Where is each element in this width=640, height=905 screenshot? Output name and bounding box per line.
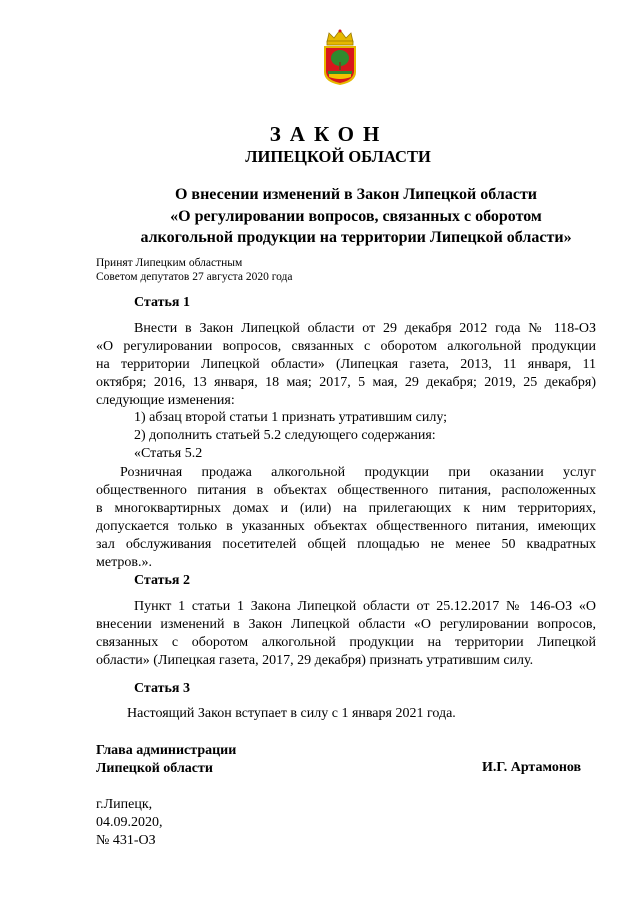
text-line: метров.». (96, 555, 152, 570)
quoted-article-heading: «Статья 5.2 (134, 446, 203, 461)
text-line: связанных с оборотом алкогольной продукции на территории Липецкой (96, 635, 596, 650)
law-region-heading: ЛИПЕЦКОЙ ОБЛАСТИ (245, 147, 431, 166)
article-1-item-2: 2) дополнить статьей 5.2 следующего содержания: (134, 428, 436, 443)
title-line: алкогольной продукции на территории Липецкой области» (140, 229, 572, 246)
article-3-text: Настоящий Закон вступает в силу с 1 января 2021 года. (127, 706, 456, 721)
text-line: в многоквартирных домах и (или) на прилегающих к ним территориях, (96, 501, 596, 516)
adoption-note (96, 256, 293, 284)
article-2-text (96, 598, 596, 670)
position-line: Липецкой области (96, 761, 213, 776)
text-line: области» (Липецкая газета, 2017, 29 декабря) признать утратившим силу. (96, 653, 534, 668)
adoption-line: Советом депутатов 27 августа 2020 года (96, 271, 293, 283)
position-line: Глава администрации (96, 743, 237, 758)
title-line: О внесении изменений в Закон Липецкой области (174, 186, 538, 203)
text-line: Пункт 1 статьи 1 Закона Липецкой области от 25.12.2017 № 146-ОЗ «О (134, 599, 596, 614)
text-line: Внести в Закон Липецкой области от 29 декабря 2012 года № 118-ОЗ (134, 321, 596, 336)
text-line: следующие изменения: (96, 393, 235, 408)
quoted-article-text (96, 464, 596, 572)
text-line: зал обслуживания посетителей общей площадью не менее 50 квадратных (96, 537, 596, 552)
article-1-text (96, 320, 596, 410)
signatory-name: И.Г. Артамонов (482, 760, 582, 775)
article-1-item-1: 1) абзац второй статьи 1 признать утратившим силу; (134, 410, 448, 425)
text-line: октября; 2016, 13 января, 18 мая; 2017, 5 мая, 29 декабря; 2019, 25 декабря) (96, 375, 596, 390)
city: г.Липецк, (96, 797, 153, 812)
text-line: «О регулировании вопросов, связанных с оборотом алкогольной продукции (96, 339, 596, 354)
place-date-number (96, 796, 163, 850)
adoption-line: Принят Липецким областным (96, 257, 243, 269)
lipetsk-coat-of-arms-icon (319, 28, 361, 86)
title-line: «О регулировании вопросов, связанных с оборотом (170, 207, 542, 225)
text-line: на территории Липецкой области» (Липецкая газета, 2013, 11 января, 11 (96, 357, 596, 372)
article-2-heading: Статья 2 (134, 573, 190, 588)
article-3-heading: Статья 3 (134, 681, 190, 696)
text-line: Розничная продажа алкогольной продукции при оказании услуг (120, 465, 596, 480)
text-line: внесении изменений в Закон Липецкой области «О регулировании вопросов, (96, 617, 596, 632)
article-1-heading: Статья 1 (134, 295, 190, 310)
law-number: № 431-ОЗ (96, 833, 156, 848)
text-line: допускается только в указанных объектах общественного питания, имеющих (96, 519, 596, 534)
signatory-position (96, 742, 236, 778)
law-type-heading: ЗАКОН (269, 122, 389, 146)
law-title (96, 184, 616, 249)
text-line: общественного питания в объектах общественного питания, расположенных (96, 483, 596, 498)
date: 04.09.2020, (96, 815, 163, 830)
